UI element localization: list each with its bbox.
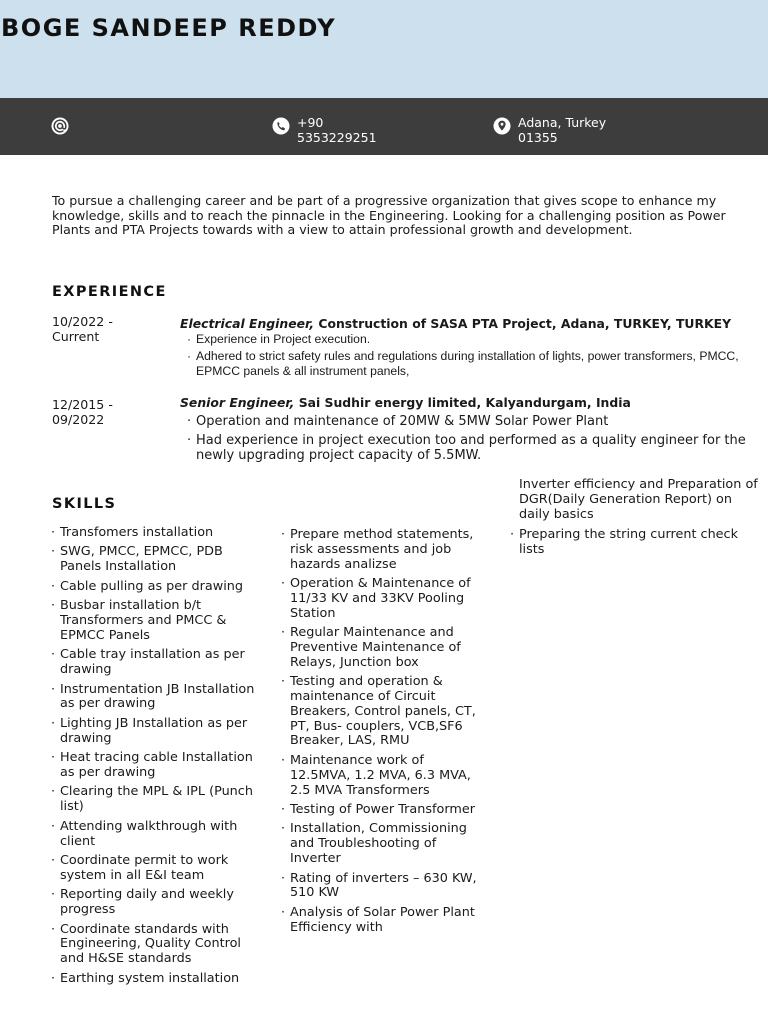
job-2-role: Senior Engineer, [180,395,295,410]
job-1-role: Electrical Engineer, [180,316,315,331]
skills-column-2 [281,528,481,940]
list-item: · Prepare method statements, risk assessments and job hazards analizse [281,528,481,572]
list-item: · Instrumentation JB Installation as per drawing [51,683,261,713]
list-item: · Analysis of Solar Power Plant Efficiency with [281,906,481,936]
list-item: · Attending walkthrough with client [51,820,261,850]
job-1-start-date: 10/2022 - [52,314,113,329]
list-item: · Testing and operation & maintenance of Circuit Breakers, Control panels, CT, PT, Bus- couplers, VCB,SF6 Breaker, LAS, RMU [281,675,481,749]
list-item: · Rating of inverters – 630 KW, 510 KW [281,872,481,902]
list-item: · Maintenance work of 12.5MVA, 1.2 MVA, 6.3 MVA, 2.5 MVA Transformers [281,754,481,798]
phone-icon [272,117,290,135]
list-item: · Transfomers installation [51,526,261,541]
career-objective: To pursue a challenging career and be part of a progressive organization that gives scope to enhance my knowledge, skills and to reach the pinnacle in the Engineering. Looking for a challenging position as Power Plants and PTA Projects towards with a view to attain professional growth and development. [52,193,726,238]
list-item: · Cable tray installation as per drawing [51,648,261,678]
list-item: · SWG, PMCC, EPMCC, PDB Panels Installation [51,545,261,575]
list-item: · Coordinate permit to work system in all E&I team [51,854,261,884]
location [518,116,606,145]
job-1-title [180,316,731,331]
list-item: · Heat tracing cable Installation as per drawing [51,751,261,781]
list-item: · Adhered to strict safety rules and regulations during installation of lights, power transformers, PMCC, EPMCC panels & all instrument panels, [187,349,747,379]
experience-heading: EXPERIENCE [52,284,167,300]
list-item: · Busbar installation b/t Transformers and PMCC & EPMCC Panels [51,599,261,643]
list-item: · Preparing the string current check lists [510,528,750,558]
header-banner [0,0,768,98]
list-item: · Clearing the MPL & IPL (Punch list) [51,785,261,815]
location-city: Adana, Turkey [518,115,607,130]
list-item: · Experience in Project execution. [187,332,747,347]
contact-bar [0,98,768,155]
job-1-end-date: Current [52,328,100,344]
list-item: · Had experience in project execution too and performed as a quality engineer for the newly upgrading project capacity of 5.5MW. [187,434,747,464]
job-2-end-date: 09/2022 [52,411,105,427]
list-item: · Earthing system installation [51,972,261,987]
list-item: · Operation and maintenance of 20MW & 5MW Solar Power Plant [187,415,747,430]
at-icon [51,117,69,135]
list-item: · Regular Maintenance and Preventive Maintenance of Relays, Junction box [281,626,481,670]
phone-number [297,116,377,145]
job-2-dates [52,398,162,427]
list-item: · Lighting JB Installation as per drawing [51,717,261,747]
list-item: · Testing of Power Transformer [281,803,481,818]
list-item: · Installation, Commissioning and Troubleshooting of Inverter [281,822,481,866]
skills-heading: SKILLS [52,496,117,512]
job-1-bullets [187,332,747,380]
candidate-name: BOGE SANDEEP REDDY [1,14,337,42]
job-1-dates [52,315,162,344]
skills-column-1 [51,526,261,991]
phone-local-number: 5353229251 [297,129,377,145]
phone-country-code: +90 [297,115,324,130]
job-2-company: Sai Sudhir energy limited, Kalyandurgam, India [298,395,631,410]
list-item: · Operation & Maintenance of 11/33 KV and 33KV Pooling Station [281,577,481,621]
job-2-bullets [187,415,747,469]
list-item: · Reporting daily and weekly progress [51,888,261,918]
list-item: · Coordinate standards with Engineering, Quality Control and H&SE standards [51,923,261,967]
job-2-start-date: 12/2015 - [52,397,113,412]
job-1-company: Construction of SASA PTA Project, Adana, TURKEY, TURKEY [318,316,732,331]
location-pin-icon [493,117,511,135]
skills-column-3-continuation: Inverter efficiency and Preparation of DGR(Daily Generation Report) on daily basics [519,477,758,522]
job-2-title [180,395,631,410]
location-postal-code: 01355 [518,129,558,145]
list-item: · Cable pulling as per drawing [51,580,261,595]
skills-column-3 [510,528,750,562]
